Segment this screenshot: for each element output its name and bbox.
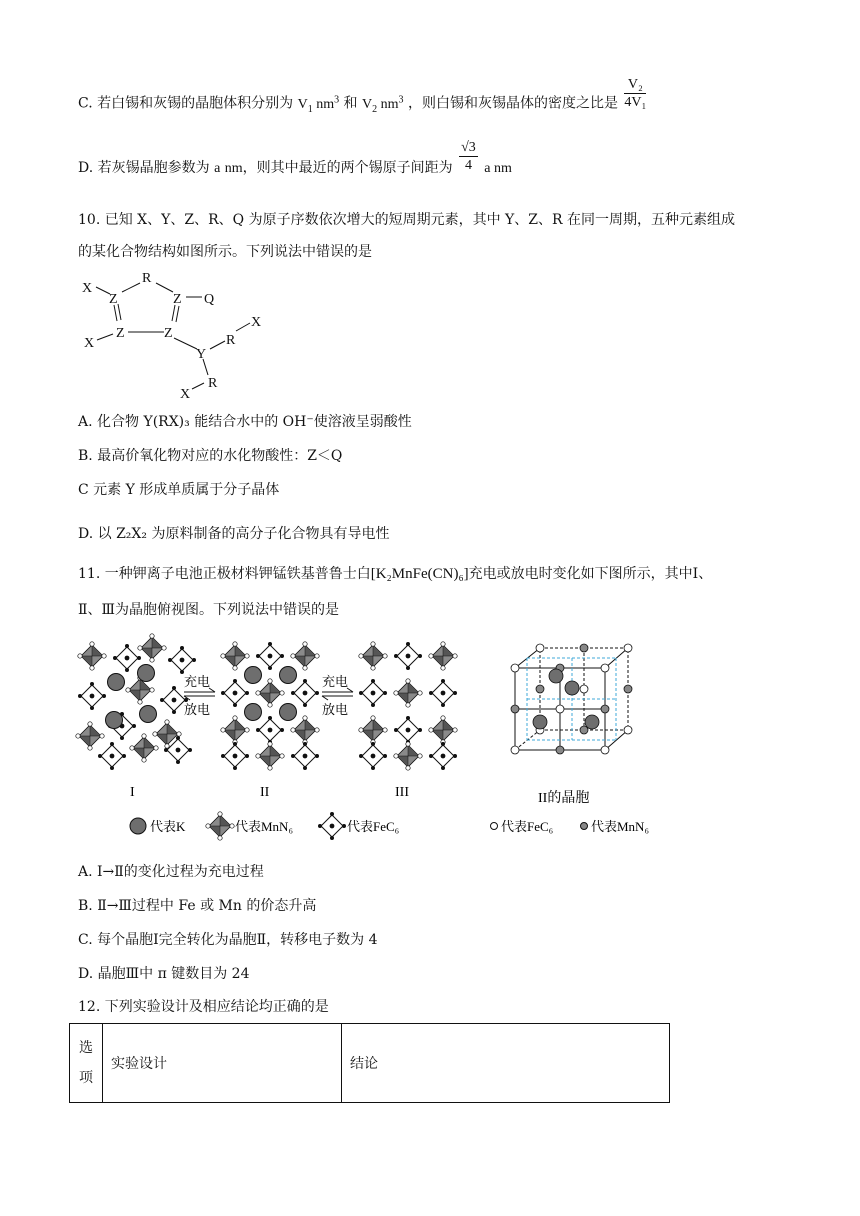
header-option: 选 项 xyxy=(70,1024,103,1103)
crystal-view-III xyxy=(359,642,457,770)
atom-label: X xyxy=(84,336,95,351)
q11-option-c: C. 每个晶胞Ⅰ完全转化为晶胞Ⅱ，转移电子数为 4 xyxy=(78,932,378,948)
svg-text:放电: 放电 xyxy=(184,702,211,717)
reaction-arrow-2 xyxy=(322,674,353,717)
q10-stem-line1: 10. 已知 X、Y、Z、R、Q 为原子序数依次增大的短周期元素，其中 Y、Z、R 在同一周期，五种元素组成 xyxy=(78,212,735,228)
svg-text:充电: 充电 xyxy=(322,674,349,689)
atom-label: R xyxy=(208,376,218,391)
header-design: 实验设计 xyxy=(103,1024,342,1103)
k-ion xyxy=(245,667,262,684)
q12-stem: 12. 下列实验设计及相应结论均正确的是 xyxy=(78,999,329,1015)
k-ion xyxy=(245,704,262,721)
q11-option-a: A. Ⅰ→Ⅱ的变化过程为充电过程 xyxy=(78,864,264,880)
q11-option-d: D. 晶胞Ⅲ中 π 键数目为 24 xyxy=(78,966,250,982)
k-ion xyxy=(140,706,157,723)
svg-text:代表FeC₆: 代表FeC₆ xyxy=(501,819,554,834)
label-III: III xyxy=(395,785,409,800)
atom-label: X xyxy=(180,387,191,402)
density-ratio-fraction: $\frac{\text{V₂}}{\text{4V₁}}$ xyxy=(624,77,647,111)
k-ion xyxy=(280,667,297,684)
svg-text:代表K: 代表K xyxy=(150,819,186,834)
q10-option-a: A. 化合物 Y(RX)₃ 能结合水中的 OH⁻使溶液呈弱酸性 xyxy=(78,414,412,430)
header-conclusion: 结论 xyxy=(342,1024,670,1103)
q10-option-c: C 元素 Y 形成单质属于分子晶体 xyxy=(78,482,280,498)
formula: [K₂MnFe(CN)₆] xyxy=(370,566,469,582)
svg-text:放电: 放电 xyxy=(322,702,349,717)
q12-table xyxy=(69,1023,670,1103)
atom-label: Z xyxy=(116,326,125,341)
atom-label: Y xyxy=(196,347,207,362)
q11-crystal-figure xyxy=(70,630,670,845)
svg-text:代表MnN₆: 代表MnN₆ xyxy=(235,819,293,834)
q9-option-d: D. 若灰锡晶胞参数为 a nm，则其中最近的两个锡原子间距为 $\frac{√3}{4}$ a nm xyxy=(78,139,512,176)
distance-fraction: $\frac{√3}{4}$ xyxy=(461,139,476,173)
atom-label: R xyxy=(142,271,152,286)
svg-text:代表MnN₆: 代表MnN₆ xyxy=(591,819,649,834)
label-I: I xyxy=(130,785,135,800)
label-II: II xyxy=(260,785,270,800)
crystal-view-I xyxy=(76,634,196,770)
k-ion xyxy=(280,704,297,721)
legend xyxy=(130,812,649,840)
q10-option-b: B. 最高价氧化物对应的水化物酸性：Z＜Q xyxy=(78,448,343,464)
k-ion xyxy=(108,674,125,691)
table-header-row xyxy=(70,1024,670,1103)
k-ion xyxy=(106,712,123,729)
q11-stem-line2: Ⅱ、Ⅲ为晶胞俯视图。下列说法中错误的是 xyxy=(78,602,340,618)
unit-cell-title: II的晶胞 xyxy=(538,791,590,806)
atom-label: Z xyxy=(173,292,182,307)
atom-label: X xyxy=(82,281,93,296)
q10-structure-diagram xyxy=(78,265,278,405)
atom-label: Z xyxy=(164,326,173,341)
atom-label: Q xyxy=(204,292,215,307)
reaction-arrow-1 xyxy=(184,674,215,717)
atom-label: X xyxy=(251,315,262,330)
atom-label: R xyxy=(226,333,236,348)
q10-stem-line2: 的某化合物结构如图所示。下列说法中错误的是 xyxy=(78,244,372,260)
q11-option-b: B. Ⅱ→Ⅲ过程中 Fe 或 Mn 的价态升高 xyxy=(78,898,317,914)
q11-stem-line1: 11. 一种钾离子电池正极材料钾锰铁基普鲁士白[K₂MnFe(CN)₆]充电或放电时变化如下图所示，其中Ⅰ、 xyxy=(78,566,713,582)
unit-cell-II xyxy=(511,644,632,754)
atom-label: Z xyxy=(109,292,118,307)
q10-option-d: D. 以 Z₂X₂ 为原料制备的高分子化合物具有导电性 xyxy=(78,526,390,542)
svg-text:代表FeC₆: 代表FeC₆ xyxy=(347,819,400,834)
q9-option-c: C. 若白锡和灰锡的晶胞体积分别为 $V_1$ $nm^3$ 和 $V_2$ $nm^3$ ，则白锡和灰锡晶体的密度之比是 $\frac{\text{V₂}}{\text{4V₁}}$ xyxy=(78,77,647,115)
crystal-view-II xyxy=(221,642,319,770)
svg-text:充电: 充电 xyxy=(184,674,211,689)
k-ion xyxy=(138,665,155,682)
